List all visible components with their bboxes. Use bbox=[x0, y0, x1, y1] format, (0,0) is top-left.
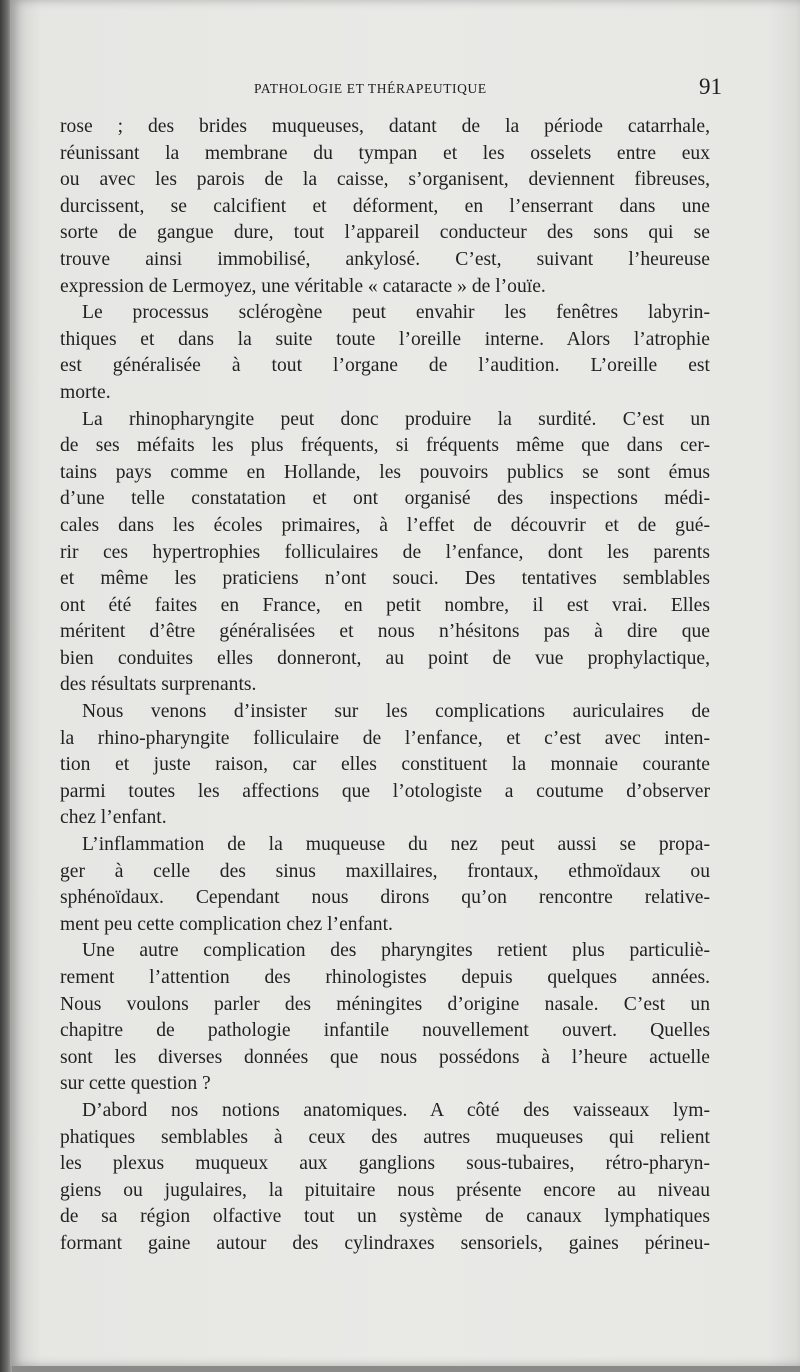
text-line: Nous voulons parler des méningites d’origine nasale. C’est un bbox=[60, 993, 710, 1015]
page-number: 91 bbox=[699, 74, 722, 99]
text-line: tion et juste raison, car elles constituent la monnaie courante bbox=[60, 754, 710, 776]
text-line: phatiques semblables à ceux des autres muqueuses qui relient bbox=[60, 1126, 710, 1148]
text-line: rose ; des brides muqueuses, datant de la période catarrhale, bbox=[60, 116, 710, 137]
text-line: morte. bbox=[60, 381, 111, 403]
text-line: rement l’attention des rhinologistes depuis quelques années. bbox=[60, 967, 710, 988]
text-line: rir ces hypertrophies folliculaires de l’enfance, dont les parents bbox=[60, 541, 710, 563]
text-line: cales dans les écoles primaires, à l’effet de découvrir et de gué- bbox=[60, 514, 710, 536]
text-line: et même les praticiens n’ont souci. Des tentatives semblables bbox=[60, 568, 710, 590]
text-line: ment peu cette complication chez l’enfant. bbox=[60, 913, 393, 935]
text-line: thiques et dans la suite toute l’oreille interne. Alors l’atrophie bbox=[60, 328, 710, 350]
text-line: trouve ainsi immobilisé, ankylosé. C’est, suivant l’heureuse bbox=[60, 248, 710, 270]
text-line: Nous venons d’insister sur les complications auriculaires de bbox=[82, 701, 710, 723]
text-line: La rhinopharyngite peut donc produire la surdité. C’est un bbox=[82, 408, 710, 430]
text-line: durcissent, se calcifient et déforment, en l’enserrant dans une bbox=[60, 195, 710, 217]
text-line: Le processus sclérogène peut envahir les fenêtres labyrin- bbox=[82, 302, 710, 324]
text-line: sont les diverses données que nous possédons à l’heure actuelle bbox=[60, 1046, 710, 1068]
text-line: L’inflammation de la muqueuse du nez peut aussi se propa- bbox=[82, 834, 710, 856]
text-line: de ses méfaits les plus fréquents, si fréquents même que dans cer- bbox=[60, 435, 710, 457]
running-title: PATHOLOGIE ET THÉRAPEUTIQUE bbox=[254, 81, 487, 96]
text-line: réunissant la membrane du tympan et les osselets entre eux bbox=[60, 142, 710, 164]
text-line: tains pays comme en Hollande, les pouvoirs publics se sont émus bbox=[60, 461, 710, 483]
text-line: des résultats surprenants. bbox=[60, 674, 257, 696]
text-line: bien conduites elles donneront, au point de vue prophylactique, bbox=[60, 647, 710, 669]
page-header bbox=[60, 74, 722, 102]
text-line: chapitre de pathologie infantile nouvellement ouvert. Quelles bbox=[60, 1020, 710, 1042]
text-line: expression de Lermoyez, une véritable « cataracte » de l’ouïe. bbox=[60, 275, 546, 297]
text-line: ger à celle des sinus maxillaires, frontaux, ethmoïdaux ou bbox=[60, 860, 710, 882]
text-line: d’une telle constatation et ont organisé des inspections médi- bbox=[60, 488, 710, 510]
text-line: D’abord nos notions anatomiques. A côté des vaisseaux lym- bbox=[82, 1099, 710, 1121]
text-line: les plexus muqueux aux ganglions sous-tubaires, rétro-pharyn- bbox=[60, 1153, 710, 1175]
text-line: sphénoïdaux. Cependant nous dirons qu’on rencontre relative- bbox=[60, 887, 710, 909]
text-line: formant gaine autour des cylindraxes sensoriels, gaines périneu- bbox=[60, 1232, 710, 1254]
text-line: méritent d’être généralisées et nous n’hésitons pas à dire que bbox=[60, 621, 710, 643]
body-text bbox=[60, 114, 710, 1258]
text-line: sur cette question ? bbox=[60, 1073, 211, 1095]
text-line: la rhino-pharyngite folliculaire de l’enfance, et c’est avec inten- bbox=[60, 727, 710, 749]
text-line: chez l’enfant. bbox=[60, 807, 167, 829]
text-line: sorte de gangue dure, tout l’appareil conducteur des sons qui se bbox=[60, 222, 710, 244]
text-line: est généralisée à tout l’organe de l’audition. L’oreille est bbox=[60, 355, 710, 377]
text-line: parmi toutes les affections que l’otologiste a coutume d’observer bbox=[60, 780, 710, 802]
text-line: de sa région olfactive tout un système de canaux lymphatiques bbox=[60, 1206, 710, 1228]
text-line: giens ou jugulaires, la pituitaire nous présente encore au niveau bbox=[60, 1179, 710, 1201]
text-line: ont été faites en France, en petit nombre, il est vrai. Elles bbox=[60, 594, 710, 616]
text-line: ou avec les parois de la caisse, s’organisent, deviennent fibreuses, bbox=[60, 169, 710, 191]
text-line: Une autre complication des pharyngites retient plus particuliè- bbox=[82, 940, 710, 962]
